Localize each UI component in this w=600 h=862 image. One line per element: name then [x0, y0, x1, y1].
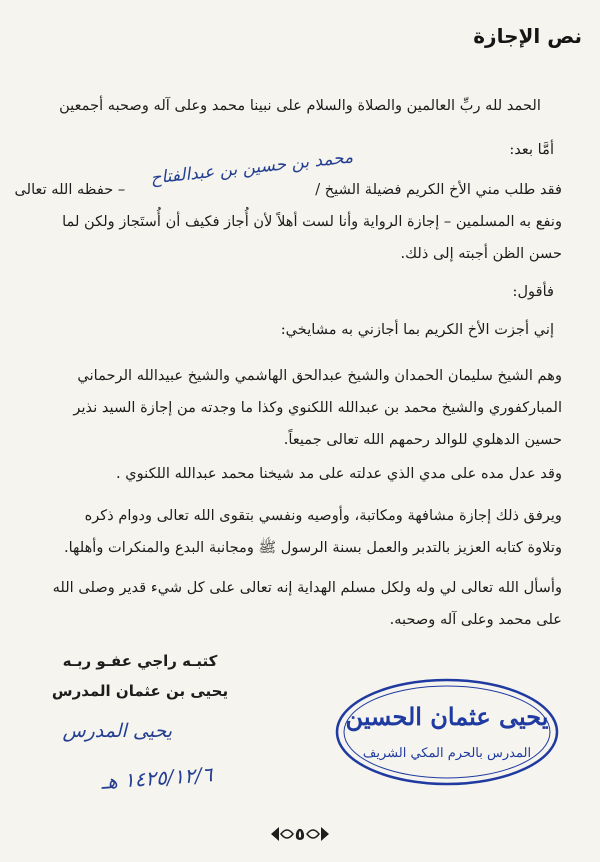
oval-stamp — [332, 675, 562, 790]
request-paragraph — [14, 174, 562, 270]
mudd-paragraph: وقد عدل مده على مدي الذي عدلته على مد شيخنا محمد عبدالله اللكنوي . — [115, 465, 562, 482]
amma-baad: أمَّا بعد: — [509, 141, 554, 158]
request-line-2: ونفع به المسلمين – إجازة الرواية وأنا لست أهلاً لأن أُجاز فكيف أن أُستَجاز ولكن لما — [62, 213, 562, 230]
handwritten-date: ١٤٢٥/١٢/٦ هـ — [99, 762, 213, 794]
stamp-subtitle: المدرس بالحرم المكي الشريف — [362, 746, 532, 761]
shuyukh-line-2: المباركفوري والشيخ محمد بن عبدالله اللكنوي وكذا ما وجدته من إجازة السيد نذير — [73, 399, 562, 416]
page-number: ٥ — [294, 825, 306, 845]
ijaza-intro: إني أجزت الأخ الكريم بما أجازني به مشايخي: — [280, 321, 554, 338]
request-line-3: حسن الظن أجبته إلى ذلك. — [400, 245, 562, 262]
opening-praise: الحمد لله ربِّ العالمين والصلاة والسلام على نبينا محمد وعلى آله وصحبه أجمعين — [59, 97, 541, 114]
shuyukh-line-3: حسين الدهلوي للوالد رحمهم الله تعالى جميعاً. — [283, 431, 562, 448]
dua-line-1: وأسأل الله تعالى لي وله ولكل مسلم الهداية إنه تعالى على كل شيء قدير وصلى الله — [52, 579, 562, 596]
stamp-inner-ring — [344, 686, 550, 778]
stamp-outer-ring — [337, 680, 557, 784]
stamp-name: يحيى عثمان الحسين — [345, 702, 549, 731]
document-title: نص الإجازة — [473, 24, 582, 48]
page-number-ornament — [265, 820, 335, 848]
shuyukh-line-1: وهم الشيخ سليمان الحمدان والشيخ عبدالحق الهاشمي والشيخ عبيدالله الرحماني — [77, 367, 562, 384]
advice-paragraph — [22, 500, 562, 564]
dua-paragraph — [22, 572, 562, 636]
request-line-1 — [14, 174, 562, 206]
faqul: فأقول: — [512, 283, 554, 300]
advice-line-1: ويرفق ذلك إجازة مشافهة ومكاتبة، وأوصيه ونفسي بتقوى الله تعالى ودوام ذكره — [84, 507, 562, 524]
shuyukh-paragraph — [22, 360, 562, 456]
handwritten-signature: يحيى المدرس — [62, 720, 172, 742]
request-line-1-start: فقد طلب مني الأخ الكريم فضيلة الشيخ / — [315, 181, 562, 198]
signature-line-1: كتبـه راجي عفـو ربـه — [62, 652, 218, 670]
request-line-1-end: – حفظه الله تعالى — [14, 181, 126, 198]
dua-line-2: على محمد وعلى آله وصحبه. — [389, 611, 562, 628]
signature-line-2: يحيى بن عثمان المدرس — [51, 682, 229, 700]
handwritten-student-name: محمد بن حسين بن عبدالفتاح — [149, 147, 355, 189]
advice-line-2: وتلاوة كتابه العزيز بالتدبر والعمل بسنة الرسول ﷺ ومجانبة البدع والمنكرات وأهلها. — [63, 539, 562, 556]
